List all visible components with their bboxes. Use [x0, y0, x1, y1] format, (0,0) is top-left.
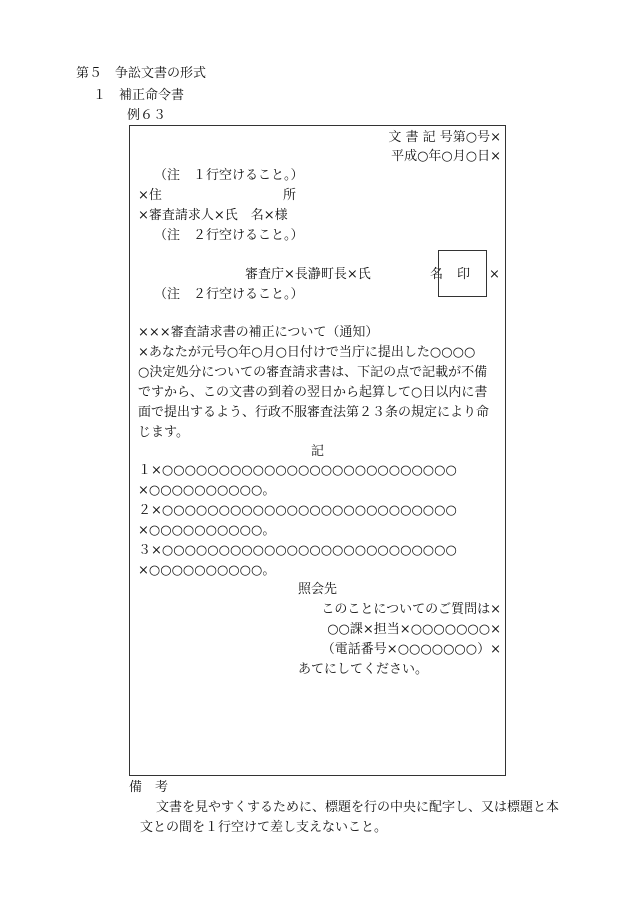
- body-line: 面で提出するよう、行政不服審査法第２３条の規定により命: [138, 405, 490, 420]
- remarks-title: 備 考: [129, 780, 169, 795]
- item-line: ×○○○○○○○○○○。: [138, 523, 276, 538]
- subject-line: ×××審査請求書の補正について（通知）: [138, 325, 379, 340]
- remarks-line: 文との間を１行空けて差し支えないこと。: [140, 820, 388, 835]
- address-label: ×住: [138, 188, 162, 203]
- example-label: 例６３: [127, 108, 167, 123]
- contact-title: 照会先: [298, 582, 338, 597]
- body-line: ×あなたが元号○年○月○日付けで当庁に提出した○○○○: [138, 345, 476, 360]
- contact-line: あてにしてください。: [298, 662, 429, 677]
- sender-end-mark: ×: [489, 267, 500, 282]
- recipient-line: ×審査請求人×氏 名×様: [138, 208, 288, 223]
- doc-number: 文 書 記 号第○号×: [388, 130, 501, 145]
- note-two-lines-a: （注 ２行空けること。）: [154, 228, 304, 243]
- ki-heading: 記: [311, 444, 325, 459]
- doc-date: 平成○年○月○日×: [391, 149, 501, 164]
- body-line: ○決定処分についての審査請求書は、下記の点で記載が不備: [138, 365, 488, 380]
- item-line: ３×○○○○○○○○○○○○○○○○○○○○○○○○○○: [138, 543, 457, 558]
- note-one-line: （注 １行空けること。）: [154, 168, 304, 183]
- body-line: ですから、この文書の到着の翌日から起算して○日以内に書: [138, 385, 488, 400]
- address-line: [138, 188, 296, 204]
- sender-line: 審査庁×長瀞町長×氏: [245, 267, 371, 282]
- note-two-lines-b: （注 ２行空けること。）: [154, 287, 304, 302]
- address-suffix: 所: [282, 188, 296, 203]
- item-line: １×○○○○○○○○○○○○○○○○○○○○○○○○○○: [138, 463, 457, 478]
- subsection-heading: １ 補正命令書: [93, 88, 185, 103]
- contact-line: このことについてのご質問は×: [321, 602, 501, 617]
- sender-name-char: 名: [430, 267, 444, 282]
- remarks-line: 文書を見やすくするために、標題を行の中央に配字し、又は標題と本: [156, 800, 560, 815]
- body-line: じます。: [138, 425, 189, 440]
- contact-line: ○○課×担当×○○○○○○○×: [327, 622, 501, 637]
- item-line: ×○○○○○○○○○○。: [138, 483, 276, 498]
- contact-line: （電話番号×○○○○○○○）×: [321, 642, 501, 657]
- seal-char: 印: [457, 267, 471, 282]
- item-line: ２×○○○○○○○○○○○○○○○○○○○○○○○○○○: [138, 503, 457, 518]
- section-heading: 第５ 争訟文書の形式: [76, 66, 207, 81]
- item-line: ×○○○○○○○○○○。: [138, 563, 276, 578]
